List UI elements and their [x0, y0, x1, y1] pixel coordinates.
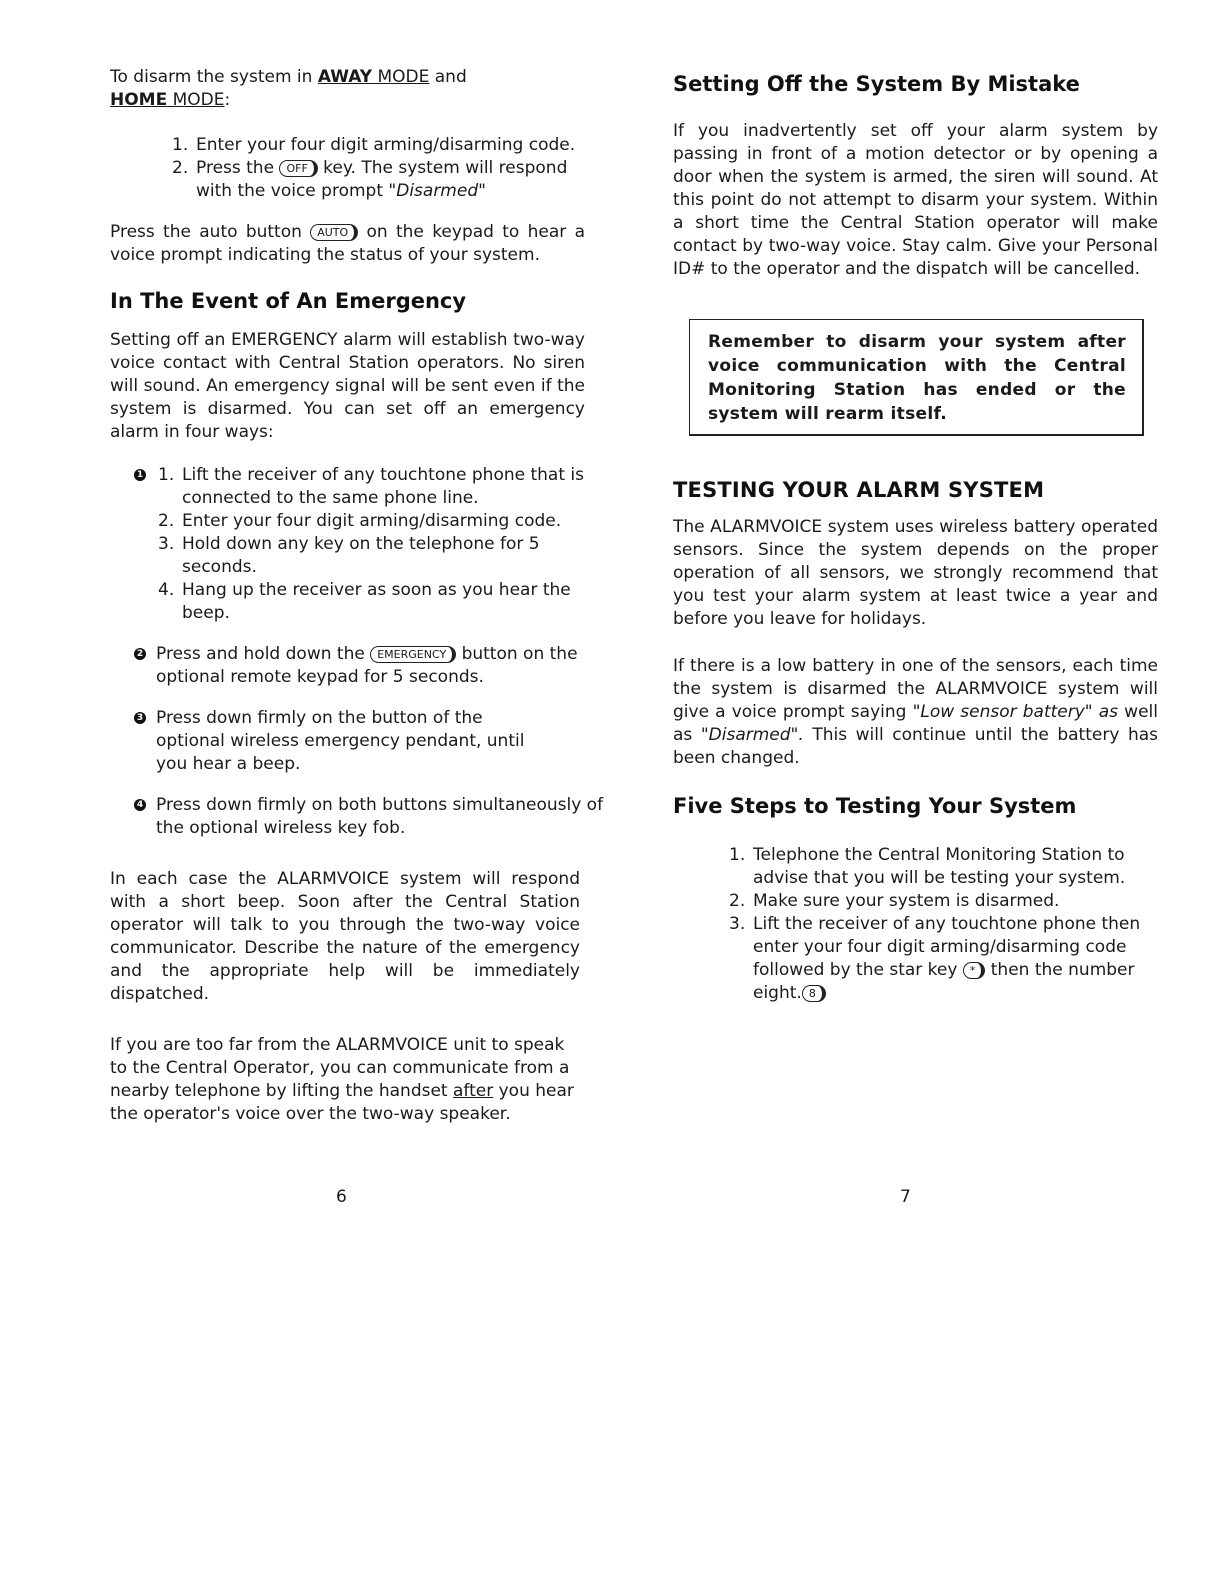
step-text: Make sure your system is disarmed.	[753, 891, 1060, 911]
off-key-icon: OFF	[279, 160, 317, 177]
auto-text: on the keypad to hear a voice prompt indicating the status of your system.	[110, 222, 585, 265]
left-page	[110, 66, 605, 1126]
mistake-paragraph: If you inadvertently set off your alarm system by passing in front of a motion detector or by opening a door when the system is armed, the siren will sound. At this point do not attempt to disarm your system. Within a short time the Central Station operator will make contact by two-way voice. Stay calm. Give your Personal ID# to the operator and the dispatch will be cancelled.	[673, 121, 1158, 279]
testing-steps	[729, 844, 1141, 1005]
step-text: Telephone the Central Monitoring Station to advise that you will be testing your system.	[753, 845, 1126, 888]
away-label: AWAY	[317, 67, 373, 87]
list-item	[729, 890, 1141, 913]
battery-text: well as	[673, 702, 1158, 745]
testing-heading: TESTING YOUR ALARM SYSTEM	[673, 478, 1045, 502]
disarmed-prompt: "Disarmed"	[388, 181, 486, 201]
emergency-intro: Setting off an EMERGENCY alarm will establish two-way voice contact with Central Station operators. No siren will sound. An emergency signal will be sent even if the system is disarmed. You can set off an emergency alarm in four ways:	[110, 330, 585, 442]
circled-number-2-icon: 2	[134, 648, 146, 660]
testing-paragraph: The ALARMVOICE system uses wireless battery operated sensors. Since the system depends on the proper operation of all sensors, we strongly recommend that you test your alarm system at least twice a year and before you leave for holidays.	[673, 517, 1158, 629]
auto-paragraph	[110, 221, 585, 267]
step-number: 2.	[172, 158, 189, 178]
list-item	[729, 913, 1141, 1005]
step-text: key. The system will respond with the voice prompt	[196, 158, 568, 201]
step-number: 3.	[158, 534, 175, 554]
disarm-steps	[172, 134, 582, 203]
remember-note-box: Remember to disarm your system after voice communication with the Central Monitoring Station has ended or the system will rearm itself.	[689, 319, 1144, 436]
mode-label-1: MODE	[372, 67, 430, 87]
step-text: Hold down any key on the telephone for 5 seconds.	[182, 534, 540, 577]
emergency-heading: In The Event of An Emergency	[110, 289, 467, 313]
list-item	[172, 157, 582, 203]
mistake-heading: Setting Off the System By Mistake	[673, 72, 1080, 96]
way4-text: Press down firmly on both buttons simultaneously of the optional wireless key fob.	[156, 795, 604, 838]
list-item	[158, 533, 588, 579]
circled-number-4-icon: 4	[134, 799, 146, 811]
emergency-way-3	[110, 707, 536, 776]
circled-number-1-icon: 1	[134, 469, 146, 481]
battery-text: This will continue until the battery has been changed.	[673, 725, 1158, 768]
home-label: HOME	[110, 90, 168, 110]
emergency-key-icon: EMERGENCY	[370, 646, 456, 663]
emergency-way-4	[110, 794, 606, 840]
step-number: 1.	[158, 465, 175, 485]
intro-and: and	[429, 67, 467, 87]
page-number-right: 7	[900, 1187, 911, 1207]
emergency-way-1	[110, 464, 605, 625]
far-text: you hear the operator's voice over the two-way speaker.	[110, 1081, 574, 1124]
far-paragraph	[110, 1034, 585, 1126]
list-item	[729, 844, 1141, 890]
disarmed-prompt: "Disarmed".	[700, 725, 804, 745]
step-number: 1.	[729, 845, 746, 865]
five-steps-heading: Five Steps to Testing Your System	[673, 794, 1077, 818]
emergency-way-2	[110, 643, 586, 689]
way3-text: Press down firmly on the button of the optional wireless emergency pendant, until you hear a beep.	[156, 708, 525, 774]
step-text: Lift the receiver of any touchtone phone then enter your four digit arming/disarming code followed by the star key	[753, 914, 1141, 980]
step-text: then the number eight.	[753, 960, 1135, 1003]
star-key-icon: *	[963, 962, 986, 979]
response-paragraph: In each case the ALARMVOICE system will respond with a short beep. Soon after the Central Station operator will talk to you through the two-way voice communicator. Describe the nature of the emergency and the appropriate help will be immediately dispatched.	[110, 869, 580, 1004]
intro-prefix: To disarm the system in	[110, 67, 318, 87]
circled-number-3-icon: 3	[134, 712, 146, 724]
disarm-intro	[110, 66, 605, 112]
step-text: Lift the receiver of any touchtone phone that is connected to the same phone line.	[182, 465, 584, 508]
auto-text: Press the auto button	[110, 222, 302, 242]
right-page	[673, 70, 1158, 1005]
step-text: Press the	[196, 158, 275, 178]
step-number: 4.	[158, 580, 175, 600]
way2-text: button on the optional remote keypad for 5 seconds.	[156, 644, 578, 687]
step-text: Enter your four digit arming/disarming code.	[196, 135, 576, 155]
step-number: 1.	[172, 135, 189, 155]
step-number: 2.	[158, 511, 175, 531]
auto-key-icon: AUTO	[310, 224, 358, 241]
step-number: 2.	[729, 891, 746, 911]
low-sensor-prompt: "Low sensor battery" as	[912, 702, 1119, 722]
way2-text: Press and hold down the	[156, 644, 365, 664]
list-item	[158, 579, 588, 625]
list-item	[158, 510, 588, 533]
list-item	[158, 464, 588, 510]
step-text: Enter your four digit arming/disarming code.	[182, 511, 562, 531]
list-item	[172, 134, 582, 157]
eight-key-icon: 8	[802, 985, 826, 1002]
far-text: If you are too far from the ALARMVOICE unit to speak to the Central Operator, you can communicate from a nearby telephone by lifting the handset	[110, 1035, 570, 1101]
battery-text: If there is a low battery in one of the sensors, each time the system is disarmed the ALARMVOICE system will give a voice prompt saying	[673, 656, 1158, 722]
way1-steps	[158, 464, 588, 625]
after-word: after	[453, 1081, 494, 1101]
mode-label-2: MODE	[167, 90, 225, 110]
page-number-left: 6	[336, 1187, 347, 1207]
step-number: 3.	[729, 914, 746, 934]
battery-paragraph	[673, 655, 1158, 770]
step-text: Hang up the receiver as soon as you hear the beep.	[182, 580, 571, 623]
intro-colon: :	[224, 90, 231, 110]
